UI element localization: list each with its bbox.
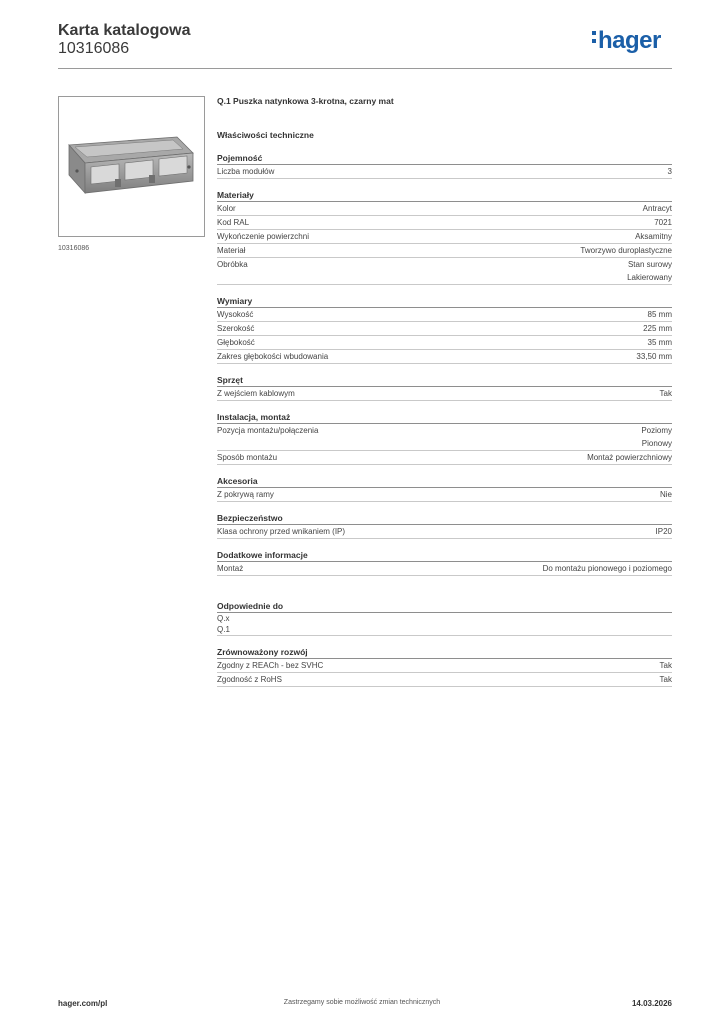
spec-row	[217, 424, 672, 451]
spec-row	[217, 202, 672, 216]
spec-row	[217, 230, 672, 244]
spec-value: Poziomy Pionowy	[641, 426, 672, 448]
spec-row	[217, 322, 672, 336]
footer-disclaimer: Zastrzegamy sobie możliwość zmian technicznych	[283, 999, 441, 1006]
suitable-item: Q.x	[217, 614, 230, 623]
spec-key: Zgodność z RoHS	[217, 675, 282, 684]
spec-key: Wysokość	[217, 310, 254, 319]
spec-row	[217, 525, 672, 539]
header-divider	[58, 68, 672, 69]
spec-column	[217, 96, 672, 697]
hager-logo	[592, 27, 661, 55]
spec-key: Zgodny z REACh - bez SVHC	[217, 661, 324, 670]
spec-group-installation	[217, 411, 672, 465]
spec-row	[217, 673, 672, 687]
spec-row	[217, 336, 672, 350]
spec-value: Tworzywo duroplastyczne	[580, 246, 672, 255]
spec-value: Tak	[659, 661, 672, 670]
product-image	[58, 96, 205, 237]
spec-value: Tak	[659, 675, 672, 684]
spec-value: 33,50 mm	[636, 352, 672, 361]
spec-group-dimensions	[217, 295, 672, 364]
section-heading: Właściwości techniczne	[217, 130, 314, 140]
spec-key: Kolor	[217, 204, 236, 213]
spec-key: Kod RAL	[217, 218, 250, 227]
spec-row	[217, 488, 672, 502]
group-title: Akcesoria	[217, 475, 672, 488]
spec-value: 3	[667, 167, 672, 176]
footer-date: 14.03.2026	[631, 999, 672, 1008]
spec-key: Sposób montażu	[217, 453, 278, 462]
spec-value: 35 mm	[647, 338, 672, 347]
document-number: 10316086	[58, 40, 130, 57]
spec-row	[217, 308, 672, 322]
spec-value: 85 mm	[647, 310, 672, 319]
spec-group-materials	[217, 189, 672, 285]
product-title: Q.1 Puszka natynkowa 3-krotna, czarny mat	[217, 96, 394, 106]
suitable-for-group	[217, 600, 672, 636]
logo-colon-icon	[592, 28, 598, 47]
spec-row	[217, 350, 672, 364]
group-title: Dodatkowe informacje	[217, 549, 672, 562]
spec-value: Do montażu pionowego i poziomego	[542, 564, 672, 573]
group-title: Odpowiednie do	[217, 600, 672, 613]
group-title: Materiały	[217, 189, 672, 202]
spec-value: IP20	[655, 527, 672, 536]
spec-key: Wykończenie powierzchni	[217, 232, 309, 241]
spec-row	[217, 659, 672, 673]
spec-group-capacity	[217, 152, 672, 179]
spec-group-additional	[217, 549, 672, 576]
spec-value: 7021	[654, 218, 672, 227]
group-title: Sprzęt	[217, 374, 672, 387]
spec-row	[217, 216, 672, 230]
spec-row	[217, 165, 672, 179]
spec-key: Głębokość	[217, 338, 255, 347]
spec-value: Nie	[659, 490, 672, 499]
spec-group-hardware	[217, 374, 672, 401]
spec-row	[217, 387, 672, 401]
spec-row	[217, 451, 672, 465]
group-title: Pojemność	[217, 152, 672, 165]
spec-group-safety	[217, 512, 672, 539]
group-title: Zrównoważony rozwój	[217, 646, 672, 659]
spec-row	[217, 562, 672, 576]
spec-key: Pozycja montażu/połączenia	[217, 426, 319, 435]
spec-value: Antracyt	[642, 204, 672, 213]
spec-key: Obróbka	[217, 260, 248, 269]
spec-value: Tak	[659, 389, 672, 398]
spec-key: Szerokość	[217, 324, 255, 333]
document-title: Karta katalogowa	[58, 22, 191, 39]
spec-key: Materiał	[217, 246, 246, 255]
spec-key: Klasa ochrony przed wnikaniem (IP)	[217, 527, 346, 536]
spec-key: Z pokrywą ramy	[217, 490, 274, 499]
spec-row	[217, 258, 672, 285]
group-title: Bezpieczeństwo	[217, 512, 672, 525]
image-caption: 10316086	[58, 245, 90, 252]
sustainability-group	[217, 646, 672, 687]
spec-value: Aksamitny	[635, 232, 672, 241]
spec-key: Montaż	[217, 564, 244, 573]
suitable-item: Q.1	[217, 624, 672, 636]
spec-key: Zakres głębokości wbudowania	[217, 352, 329, 361]
group-title: Wymiary	[217, 295, 672, 308]
spec-row	[217, 244, 672, 258]
footer-website-link[interactable]: hager.com/pl	[58, 999, 108, 1008]
spec-group-accessories	[217, 475, 672, 502]
logo-text: hager	[598, 27, 661, 54]
spec-key: Liczba modułów	[217, 167, 275, 176]
spec-key: Z wejściem kablowym	[217, 389, 295, 398]
group-title: Instalacja, montaż	[217, 411, 672, 424]
triple-box-icon	[59, 97, 204, 236]
spec-value: Stan surowy Lakierowany	[627, 260, 672, 282]
spec-value: 225 mm	[643, 324, 672, 333]
spec-value: Montaż powierzchniowy	[587, 453, 672, 462]
